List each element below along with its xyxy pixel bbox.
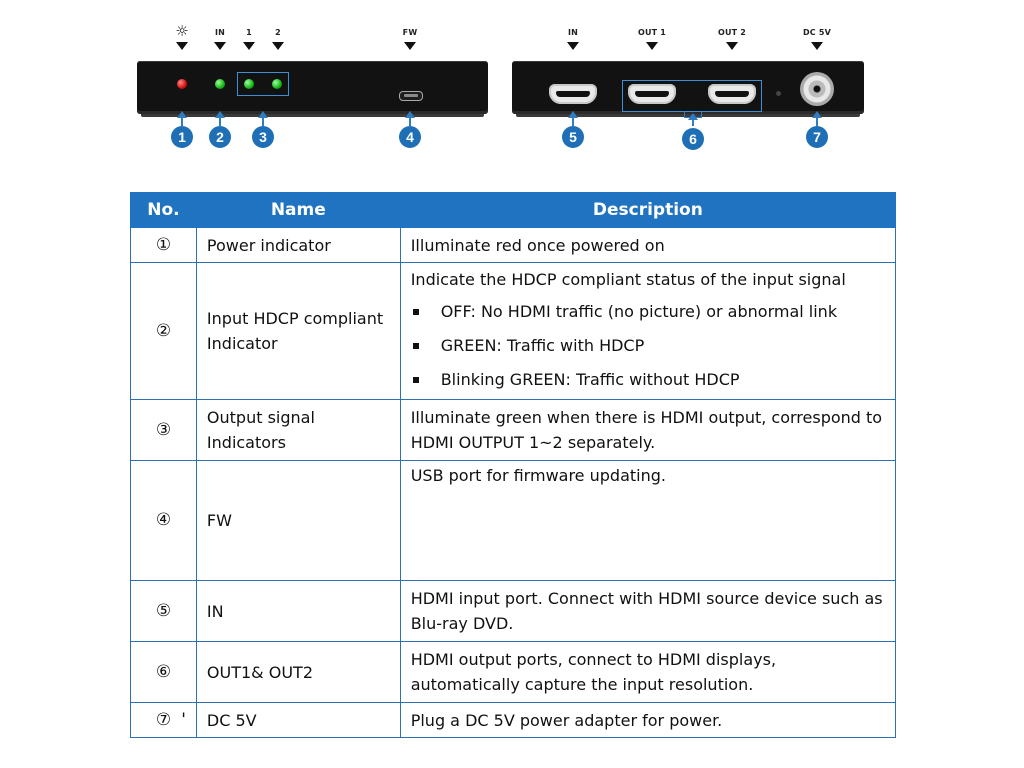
usb-port bbox=[399, 91, 423, 101]
row-number: ⑥ bbox=[131, 642, 197, 703]
header-name: Name bbox=[196, 193, 400, 228]
down-arrow-icon bbox=[567, 42, 579, 50]
row-description: Illuminate green when there is HDMI output, correspond to HDMI OUTPUT 1~2 separately. bbox=[400, 400, 895, 461]
header-description: Description bbox=[400, 193, 895, 228]
row-name: OUT1& OUT2 bbox=[196, 642, 400, 703]
up-arrow-icon bbox=[692, 118, 694, 126]
row-number: ③ bbox=[131, 400, 197, 461]
table-row bbox=[131, 703, 896, 738]
output1-led bbox=[244, 79, 254, 89]
device-illustration: ☼ IN 1 2 FW 1 2 3 4 IN OUT 1 OUT 2 DC 5V 5 6 7 bbox=[0, 0, 1024, 170]
row-name: Input HDCP compliant Indicator bbox=[196, 263, 400, 400]
row-number: ⑤ bbox=[131, 581, 197, 642]
row-number: ① bbox=[131, 228, 197, 263]
row-number: ② bbox=[131, 263, 197, 400]
header-no: No. bbox=[131, 193, 197, 228]
hdmi-out1-port bbox=[628, 84, 676, 104]
down-arrow-icon bbox=[404, 42, 416, 50]
table-header-row bbox=[131, 193, 896, 228]
row-description: Plug a DC 5V power adapter for power. bbox=[400, 703, 895, 738]
row-name: FW bbox=[196, 461, 400, 581]
up-arrow-icon bbox=[219, 116, 221, 126]
hdmi-in-port bbox=[549, 84, 597, 104]
row-name: Output signal Indicators bbox=[196, 400, 400, 461]
down-arrow-icon bbox=[214, 42, 226, 50]
table-row bbox=[131, 400, 896, 461]
row-description: Illuminate red once powered on bbox=[400, 228, 895, 263]
bullet-item: Blinking GREEN: Traffic without HDCP bbox=[411, 363, 885, 397]
down-arrow-icon bbox=[243, 42, 255, 50]
hdmi-out2-port bbox=[708, 84, 756, 104]
output2-led bbox=[272, 79, 282, 89]
row-number: ⑦ ' bbox=[131, 703, 197, 738]
dc-jack bbox=[800, 72, 834, 106]
up-arrow-icon bbox=[572, 116, 574, 126]
row-description: USB port for firmware updating. bbox=[400, 461, 895, 581]
table-row bbox=[131, 263, 896, 400]
table-row bbox=[131, 642, 896, 703]
description-intro: Indicate the HDCP compliant status of the input signal bbox=[410, 270, 846, 289]
up-arrow-icon bbox=[262, 116, 264, 126]
down-arrow-icon bbox=[272, 42, 284, 50]
bullet-list bbox=[411, 295, 885, 397]
up-arrow-icon bbox=[181, 116, 183, 126]
indicator-hole bbox=[776, 91, 781, 96]
panel-description-table bbox=[130, 192, 896, 738]
table-row bbox=[131, 228, 896, 263]
power-sun-icon: ☼ bbox=[175, 22, 189, 40]
table-row bbox=[131, 461, 896, 581]
row-description bbox=[400, 263, 895, 400]
row-description: HDMI output ports, connect to HDMI displays, automatically capture the input resolution. bbox=[400, 642, 895, 703]
front-panel bbox=[137, 61, 488, 114]
up-arrow-icon bbox=[816, 116, 818, 126]
input-led bbox=[215, 79, 225, 89]
row-name: DC 5V bbox=[196, 703, 400, 738]
row-name: IN bbox=[196, 581, 400, 642]
up-arrow-icon bbox=[409, 116, 411, 126]
down-arrow-icon bbox=[646, 42, 658, 50]
bullet-item: GREEN: Traffic with HDCP bbox=[411, 329, 885, 363]
stray-mark: ' bbox=[181, 709, 186, 730]
down-arrow-icon bbox=[176, 42, 188, 50]
row-number: ④ bbox=[131, 461, 197, 581]
table-row bbox=[131, 581, 896, 642]
down-arrow-icon bbox=[726, 42, 738, 50]
rear-panel bbox=[512, 61, 864, 114]
down-arrow-icon bbox=[811, 42, 823, 50]
row-description: HDMI input port. Connect with HDMI source device such as Blu-ray DVD. bbox=[400, 581, 895, 642]
bullet-item: OFF: No HDMI traffic (no picture) or abnormal link bbox=[411, 295, 885, 329]
power-led bbox=[177, 79, 187, 89]
row-name: Power indicator bbox=[196, 228, 400, 263]
